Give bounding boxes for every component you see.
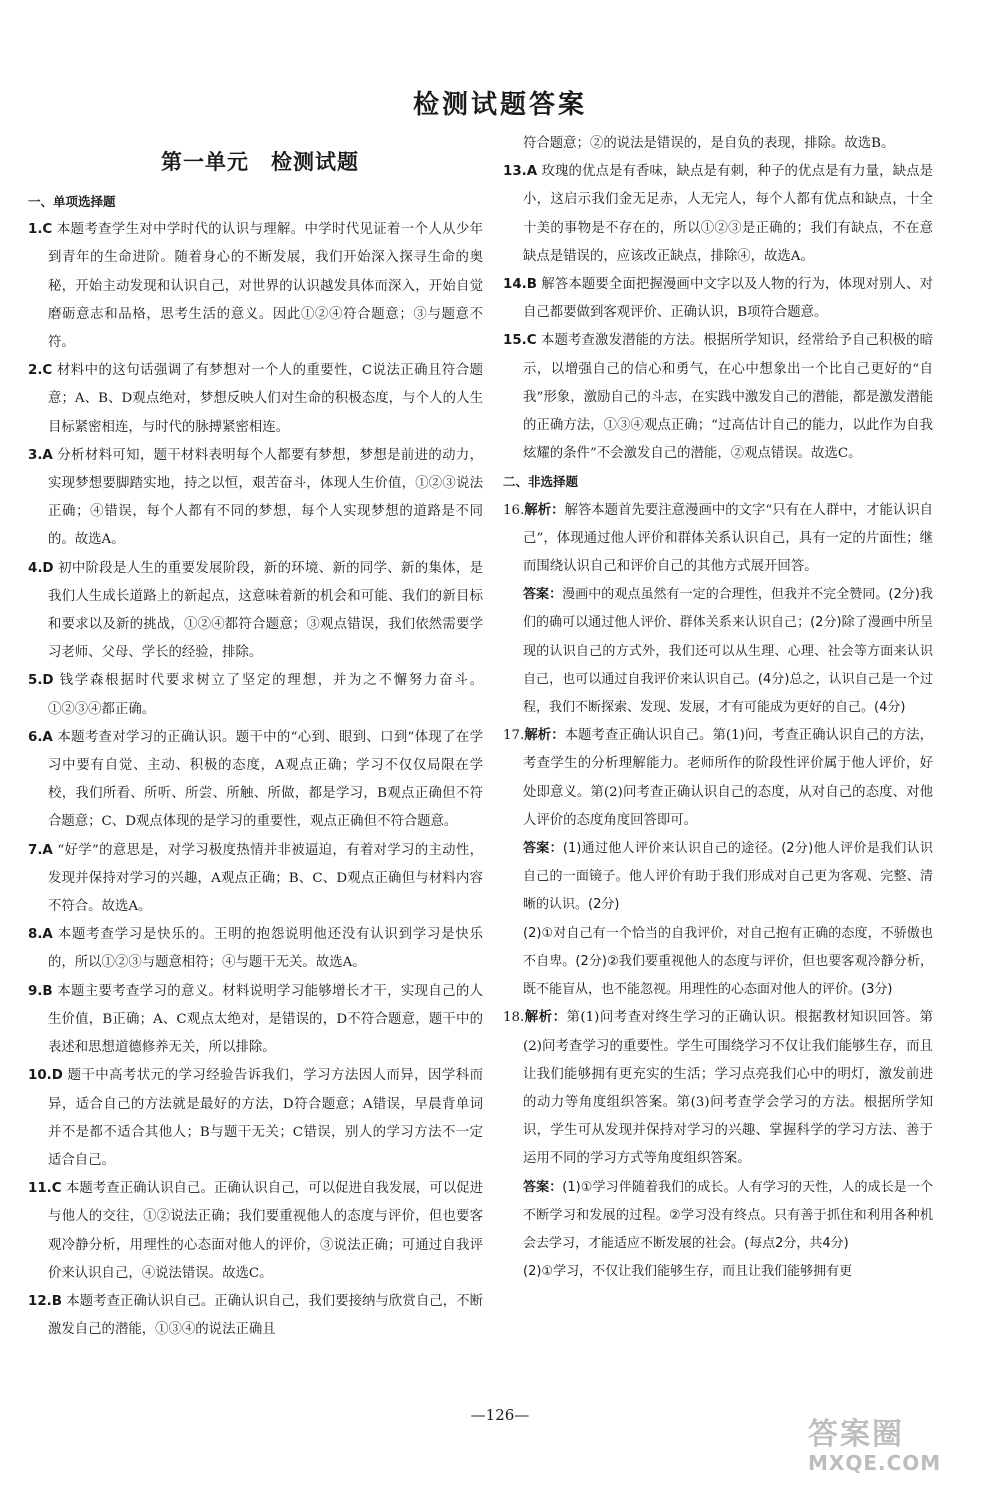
question-explanation: 钱学森根据时代要求树立了坚定的理想，并为之不懈努力奋斗。①②③④都正确。	[48, 673, 483, 717]
question-explanation: 材料中的这句话强调了有梦想对一个人的重要性，C说法正确且符合题意；A、B、D观点绝对，梦想反映人们对生命的积极态度，与个人的人生目标紧密相连，与时代的脉搏紧密相连。	[48, 363, 483, 435]
page-title: 检测试题答案	[412, 90, 587, 120]
question-item	[28, 724, 483, 837]
question-number: 17.	[503, 728, 525, 744]
question-item	[28, 1175, 483, 1288]
answer-text: 漫画中的观点虽然有一定的合理性，但我并不完全赞同。(2分)我们的确可以通过他人评价、群体关系来认识自己；(2分)除了漫画中所呈现的认识自己的方式外，我们还可以从生理、心理、社会等方面来认识自己，也可以通过自我评价来认识自己。(4分)总之，认识自己是一个过程，我们不断探索、发现、发展，才有可能成为更好的自己。(4分)	[523, 587, 933, 716]
question-explanation: 本题主要考查学习的意义。材料说明学习能够增长才干，实现自己的人生价值，B正确；A、C观点太绝对，是错误的，D不符合题意，题干中的表述和思想道德修养无关，所以排除。	[48, 983, 484, 1056]
analysis-label: 解析：	[524, 502, 565, 518]
question-analysis: 第(1)问考查对终生学习的正确认识。根据教材知识回答。第(2)问考查学习的重要性。学生可围绕学习不仅让我们能够生存，而且让我们能够拥有更充实的生活；学习点亮我们心中的明灯，激发前进的动力等角度组织答案。第(3)问考查学会学习的方法。根据所学知识，学生可从发现并保持对学习的兴趣、掌握科学的学习方法、善于运用不同的学习方式等角度组织答案。	[523, 1010, 934, 1167]
question-item	[503, 327, 933, 468]
question-analysis: 本题考查正确认识自己。第(1)问，考查正确认识自己的方法，考查学生的分析理解能力。老师所作的阶段性评价属于他人评价，好处即意义。第(2)问考查正确认识自己的态度，从对自己的态度、对他人评价的态度角度回答即可。	[523, 728, 933, 828]
question-explanation: 本题考查学生对中学时代的认识与理解。中学时代见证着一个人从少年到青年的生命进阶。随着身心的不断发展，我们开始深入探寻生命的奥秘，开始主动发现和认识自己，对世界的认识越发具体而深入，开始自觉磨砺意志和品格，思考生活的意义。因此①②④符合题意；③与题意不符。	[48, 222, 483, 351]
question-item	[28, 357, 483, 442]
question-explanation: 玫瑰的优点是有香味，缺点是有刺，种子的优点是有力量，缺点是小，这启示我们金无足赤，人无完人，每个人都有优点和缺点，十全十美的事物是不存在的，所以①②③是正确的；我们有缺点，不在意缺点是错误的，应该改正缺点，排除④，故选A。	[523, 164, 933, 264]
question-analysis: 解答本题首先要注意漫画中的文字“只有在人群中，才能认识自己”，体现通过他人评价和群体关系认识自己，具有一定的片面性；继而围绕认识自己和评价自己的其他方式展开回答。	[523, 502, 934, 575]
section-heading-choice: 一、单项选择题	[28, 194, 116, 209]
answer-label: 答案：	[523, 841, 563, 857]
question-item	[503, 271, 933, 327]
question-number: 9.B	[28, 983, 53, 999]
answer-label: 答案：	[523, 1179, 563, 1195]
question-number: 16.	[503, 502, 525, 518]
question-number: 2.C	[28, 363, 53, 379]
question-number: 1.C	[28, 222, 53, 238]
question-number: 11.C	[28, 1181, 62, 1197]
answer-block: (2)①学习，不仅让我们能够生存，而且让我们能够拥有更	[523, 1264, 853, 1280]
question-explanation: “好学”的意思是，对学习极度热情并非被逼迫，有着对学习的主动性，发现并保持对学习的兴趣，A观点正确；B、C、D观点正确但与材料内容不符合。故选A。	[48, 842, 483, 915]
question-number: 18.	[503, 1010, 525, 1026]
question-explanation: 题干中高考状元的学习经验告诉我们，学习方法因人而异，因学科而异，适合自己的方法就是最好的方法，D符合题意；A错误，早晨背单词并不是都不适合其他人；B与题干无关；C错误，别人的学习方法不一定适合自己。	[48, 1068, 483, 1168]
answer-text: (1)①学习伴随着我们的成长。人有学习的天性，人的成长是一个不断学习和发展的过程。②学习没有终点。只有善于抓住和利用各种机会去学习，才能适应不断发展的社会。(每点2分，共4分)	[523, 1179, 933, 1251]
answer-block: (2)①对自己有一个恰当的自我评价，对自己抱有正确的态度，不骄傲也不自卑。(2分)②我们要重视他人的态度与评价，但也要客观冷静分析，既不能盲从，也不能忽视。用理性的心态面对他人的评价。(3分)	[523, 925, 933, 998]
analysis-label: 解析：	[524, 1010, 567, 1026]
answer-block	[503, 581, 933, 722]
question-number: 7.A	[28, 842, 53, 858]
question-explanation: 本题考查对学习的正确认识。题干中的“心到、眼到、口到”体现了在学习中要有自觉、主动、积极的态度，A观点正确；学习不仅仅局限在学校，我们所看、所听、所尝、所触、所做，都是学习，B观点正确但不符合题意；C、D观点体现的是学习的重要性，观点正确但不符合题意。	[48, 729, 483, 830]
question-explanation: 解答本题要全面把握漫画中文字以及人物的行为，体现对别人、对自己都要做到客观评价、正确认识，B项符合题意。	[523, 277, 934, 321]
watermark-url: MXQE.COM	[808, 1451, 942, 1475]
question-number: 6.A	[28, 729, 53, 745]
question-item	[28, 667, 483, 723]
right-column	[503, 130, 933, 1286]
question-number: 10.D	[28, 1068, 63, 1084]
question-explanation: 本题考查正确认识自己。正确认识自己，可以促进自我发展，可以促进与他人的交往，①②说法正确；我们要重视他人的态度与评价，但也要客观冷静分析，用理性的心态面对他人的评价，③说法正确；可通过自我评价来认识自己，④说法错误。故选C。	[48, 1181, 483, 1281]
left-column	[28, 188, 483, 1344]
question-explanation: 分析材料可知，题干材料表明每个人都要有梦想，梦想是前进的动力，实现梦想要脚踏实地，持之以恒，艰苦奋斗，体现人生价值，①②③说法正确；④错误，每个人都有不同的梦想，每个人实现梦想的道路是不同的。故选A。	[48, 447, 483, 548]
question-number: 14.B	[503, 277, 537, 293]
answer-label: 答案：	[523, 587, 563, 603]
question-number: 15.C	[503, 333, 537, 349]
question-item	[28, 978, 483, 1063]
question-explanation: 本题考查正确认识自己。正确认识自己，我们要接纳与欣赏自己，不断激发自己的潜能，①③④的说法正确且	[48, 1293, 483, 1338]
question-explanation: 本题考查激发潜能的方法。根据所学知识，经常给予自己积极的暗示，以增强自己的信心和勇气，在心中想象出一个比自己更好的“自我”形象，激励自己的斗志，在实践中激发自己的潜能，都是激发潜能的正确方法，①③④观点正确；“过高估计自己的能力，以此作为自我炫耀的条件”不会激发自己的潜能，②观点错误。故选C。	[523, 333, 933, 462]
question-item	[28, 921, 483, 977]
question-item	[503, 1004, 933, 1173]
question-item	[28, 837, 483, 922]
watermark-logo: 答案圈	[808, 1417, 904, 1452]
question-number: 12.B	[28, 1293, 62, 1309]
question-number: 8.A	[28, 927, 53, 943]
question-number: 3.A	[28, 447, 53, 463]
question-explanation: 本题考查学习是快乐的。王明的抱怨说明他还没有认识到学习是快乐的，所以①②③与题意相符；④与题干无关。故选A。	[48, 927, 484, 971]
unit-title: 第一单元 检测试题	[161, 150, 359, 174]
question-item	[28, 442, 483, 555]
question-item	[28, 555, 483, 668]
question-item	[28, 1062, 483, 1175]
watermark	[808, 1418, 978, 1478]
page-number: —126—	[470, 1406, 530, 1424]
question-item	[503, 497, 933, 582]
answer-block	[503, 1174, 933, 1259]
analysis-label: 解析：	[524, 728, 565, 744]
question-item	[28, 1288, 483, 1344]
question-item	[503, 158, 933, 271]
answer-block	[503, 835, 933, 920]
question-explanation: 初中阶段是人生的重要发展阶段，新的环境、新的同学、新的集体，是我们人生成长道路上的新起点，这意味着新的机会和可能、我们的新目标和要求以及新的挑战，①②④都符合题意；③观点错误，我们依然需要学习老师、父母、学长的经验，排除。	[48, 560, 484, 661]
question-number: 4.D	[28, 560, 54, 576]
question-number: 13.A	[503, 164, 538, 180]
question-number: 5.D	[28, 673, 54, 689]
section-heading-nonchoice: 二、非选择题	[503, 474, 579, 490]
question-continuation: 符合题意；②的说法是错误的，是自负的表现，排除。故选B。	[523, 136, 895, 151]
question-item	[28, 216, 483, 357]
question-item	[503, 722, 933, 835]
answer-text: (1)通过他人评价来认识自己的途径。(2分)他人评价是我们认识自己的一面镜子。他人评价有助于我们形成对自己更为客观、完整、清晰的认识。(2分)	[523, 841, 933, 913]
